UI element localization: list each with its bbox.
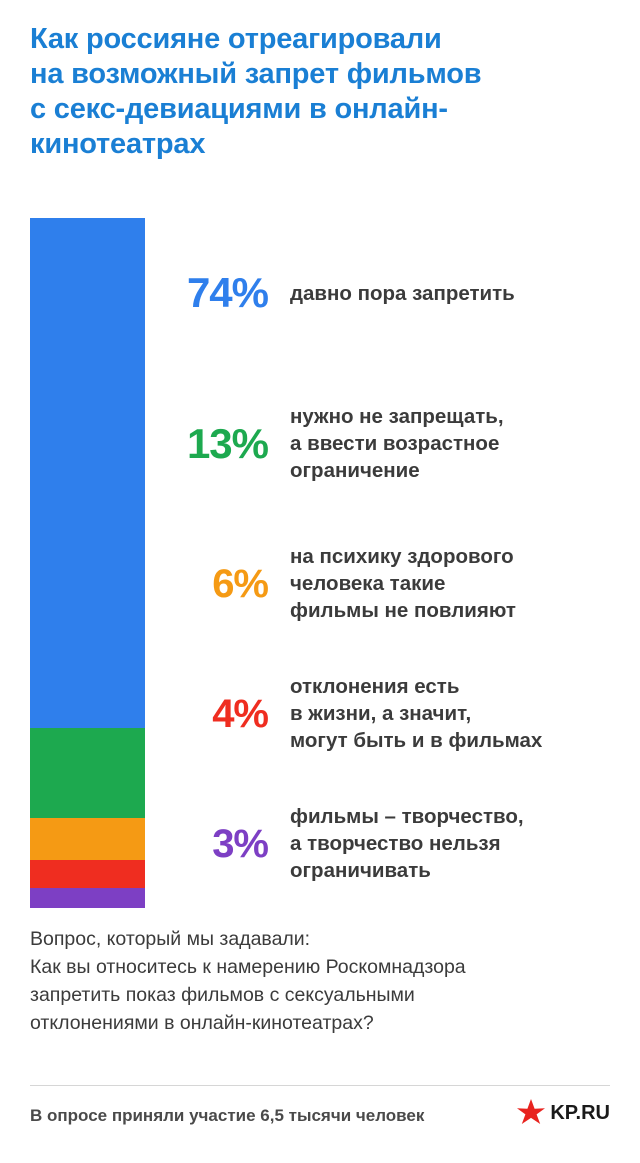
- value-label: 13%: [186, 419, 268, 467]
- category-line: отклонения есть: [290, 675, 460, 698]
- category-line: в жизни, а значит,: [290, 702, 472, 725]
- star-icon: [516, 1098, 546, 1128]
- sample-size-note: В опросе приняли участие 6,5 тысячи человек: [30, 1106, 425, 1125]
- category-line: фильмы не повлияют: [290, 599, 516, 622]
- category-line: на психику здорового: [290, 545, 514, 568]
- question-line: Вопрос, который мы задавали:: [30, 928, 311, 950]
- category-line: ограничение: [290, 459, 420, 482]
- title-line: с секс-девиациями в онлайн-: [30, 93, 448, 125]
- question-line: отклонениями в онлайн-кинотеатрах?: [30, 1012, 374, 1034]
- category-label: [290, 543, 516, 624]
- logo-text: KP.RU: [550, 1102, 610, 1124]
- category-line: человека такие: [290, 572, 446, 595]
- category-line: нужно не запрещать,: [290, 405, 504, 428]
- page-title: [30, 22, 610, 162]
- legend-row: [160, 403, 610, 484]
- footer-divider: [30, 1085, 610, 1086]
- value-label: 3%: [212, 821, 268, 866]
- legend-row: [160, 673, 610, 754]
- question-block: [30, 925, 610, 1037]
- category-line: фильмы – творчество,: [290, 805, 524, 828]
- category-line: давно пора запретить: [290, 281, 515, 305]
- category-label: [290, 280, 515, 307]
- title-line: Как россияне отреагировали: [30, 23, 442, 55]
- title-line: на возможный запрет фильмов: [30, 58, 482, 90]
- category-line: ограничивать: [290, 859, 431, 882]
- legend-row: [160, 269, 610, 316]
- title-line: кинотеатрах: [30, 128, 206, 160]
- value-label: 4%: [212, 691, 268, 736]
- category-line: а творчество нельзя: [290, 832, 501, 855]
- question-line: Как вы относитесь к намерению Роскомнадзора: [30, 956, 466, 978]
- category-label: [290, 673, 542, 754]
- category-label: [290, 403, 504, 484]
- legend-rows: [30, 218, 610, 908]
- legend-row: [160, 803, 610, 884]
- stacked-bar-chart: [30, 218, 610, 908]
- value-label: 74%: [186, 269, 268, 316]
- question-line: запретить показ фильмов с сексуальными: [30, 984, 415, 1006]
- value-label: 6%: [212, 561, 268, 606]
- category-label: [290, 803, 524, 884]
- category-line: а ввести возрастное: [290, 432, 500, 455]
- legend-row: [160, 543, 610, 624]
- kp-logo: [516, 1098, 610, 1128]
- category-line: могут быть и в фильмах: [290, 729, 543, 752]
